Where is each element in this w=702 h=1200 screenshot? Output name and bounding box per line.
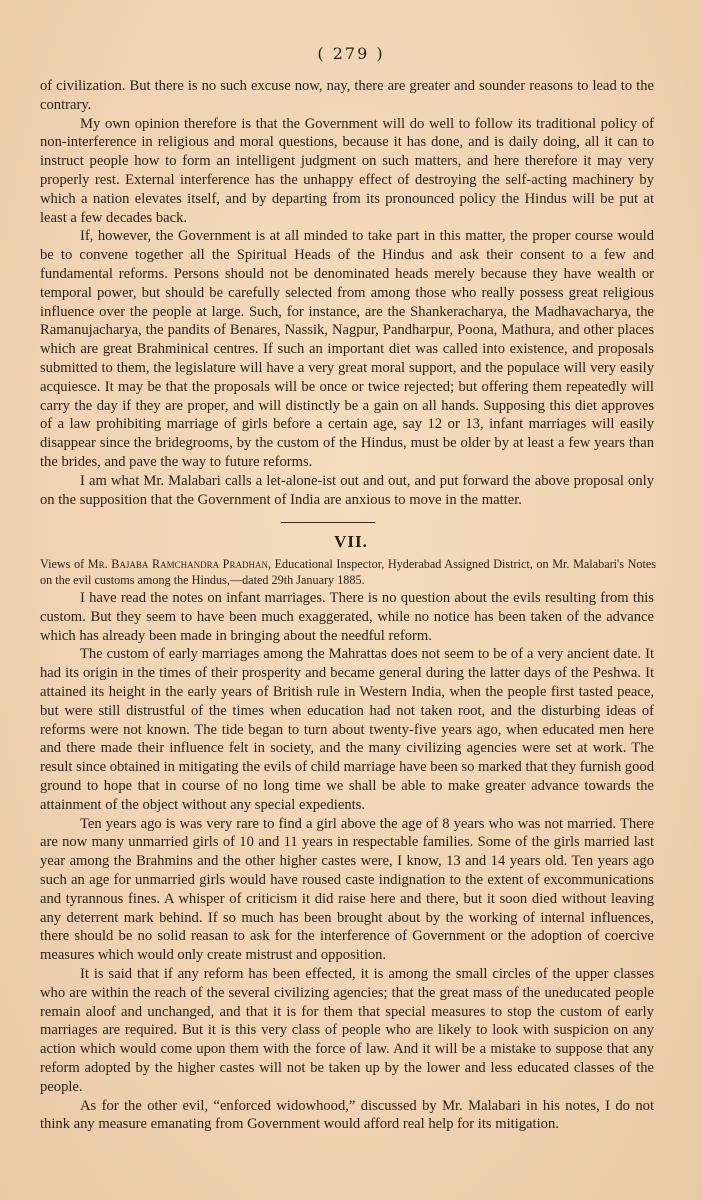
section-heading: VII.	[334, 532, 368, 551]
bottom-text-block	[40, 589, 654, 1134]
paragraph: My own opinion therefore is that the Government will do well to follow its traditional policy of non-interference in religious and moral questions, because it has done, and is daily doing, all it can to instruct people how to form an intelligent judgment on such matters, and here therefore it may very properly rest. External interference has the unhappy effect of destroying the self-acting machinery by which a nation elevates itself, and by departing from its pronounced policy the Hindus will be put at least a few decades back.	[40, 115, 654, 226]
paragraph: It is said that if any reform has been effected, it is among the small circles of the upper classes who are within the reach of the several civilizing agencies; that the great mass of the uneducated people remain aloof and unchanged, and that it is for them that special measures to stop the custom of early marriages are required. But it is this very class of people who are likely to look with suspicion on any action which would come upon them with the force of law. And it will be a mistake to suppose that any reform adopted by the higher castes will not be taken up by the lower and less educated classes of the people.	[40, 965, 654, 1095]
paragraph: I am what Mr. Malabari calls a let-alone-ist out and out, and put forward the above proposal only on the supposition that the Government of India are anxious to move in the matter.	[40, 472, 654, 508]
paragraph: I have read the notes on infant marriages. There is no question about the evils resulting from this custom. But they seem to have been much exaggerated, while no notice has been taken of the advance which has already been made in bringing about the needful reform.	[40, 590, 654, 644]
intro-rest: , Educational Inspector, Hyderabad Assigned District, on Mr. Malabari's Notes on the evil customs among the Hindus,—dated 29th January 1885.	[40, 557, 657, 587]
paragraph: of civilization. But there is no such excuse now, nay, there are greater and sounder reasons to lead to the contrary.	[40, 78, 654, 113]
paragraph: If, however, the Government is at all minded to take part in this matter, the proper course would be to convene together all the Spiritual Heads of the Hindus and ask their consent to a few and fundamental reforms. Persons should not be denominated heads merely because they have wealth or temporal power, but should be carefully selected from among those who really possess great religious influence over the people at large. Such, for instance, are the Shankeracharya, the Madhavacharya, the Ramanujacharya, the pandits of Benares, Nassik, Nagpur, Pandharpur, Poona, Mathura, and other places which are great Brahminical centres. If such an important diet was called into existence, and proposals submitted to them, the legislature will have a very great moral support, and the populace will very easily acquiesce. It may be that the proposals will be once or twice rejected; but offering them repeatedly will carry the day if they are proper, and will distinctly be a gain on all hands. Supposing this diet approves of a law prohibiting marriage of girls before a certain age, say 12 or 13, infant marriages will easily disappear since the bridegrooms, by the custom of the Hindus, must be older by at least a few years than the brides, and pave the way to future reforms.	[40, 228, 654, 470]
top-text-block	[40, 77, 654, 509]
paragraph: The custom of early marriages among the Mahrattas does not seem to be of a very ancient date. It had its origin in the times of their prosperity and became general during the latter days of the Peshwa. It attained its height in the early years of British rule in Western India, when the people first tasted peace, but were still distrustful of the times when education had not taken root, and the disturbing ideas of reforms were not known. The tide began to turn about twenty-five years ago, when educated men here and there made their influence felt in society, and the many civilizing agencies were set at work. The result since obtained in mitigating the evils of child marriage have been so marked that they furnish good ground to hope that in course of no long time we shall be able to make greater advance towards the attainment of the object without any special expedients.	[40, 646, 654, 813]
page-number: ( 279 )	[317, 44, 385, 63]
author-name: Mr. Bajaba Ramchandra Pradhan	[87, 557, 268, 571]
paragraph: Ten years ago is was very rare to find a girl above the age of 8 years who was not married. There are now many unmarried girls of 10 and 11 years in respectable families. Some of the girls married last year among the Brahmins and the other higher castes were, I know, 13 and 14 years old. Ten years ago such an age for unmarried girls would have roused caste indignation to the extent of excommunications and tyrannous fines. A whisper of criticism it did raise here and there, but it soon died without leaving any deterrent mark behind. If so much has been brought about by the working of internal influences, there should be no solid reasan to ask for the interference of Government or the adoption of coercive measures which would only create mistrust and opposition.	[40, 815, 654, 964]
section-intro	[40, 556, 656, 588]
paragraph: As for the other evil, “enforced widowhood,” discussed by Mr. Malabari in his notes, I do not think any measure emanating from Government would afford real help for its mitigation.	[40, 1097, 654, 1133]
intro-lead: Views of	[40, 557, 88, 571]
section-divider	[281, 522, 375, 523]
